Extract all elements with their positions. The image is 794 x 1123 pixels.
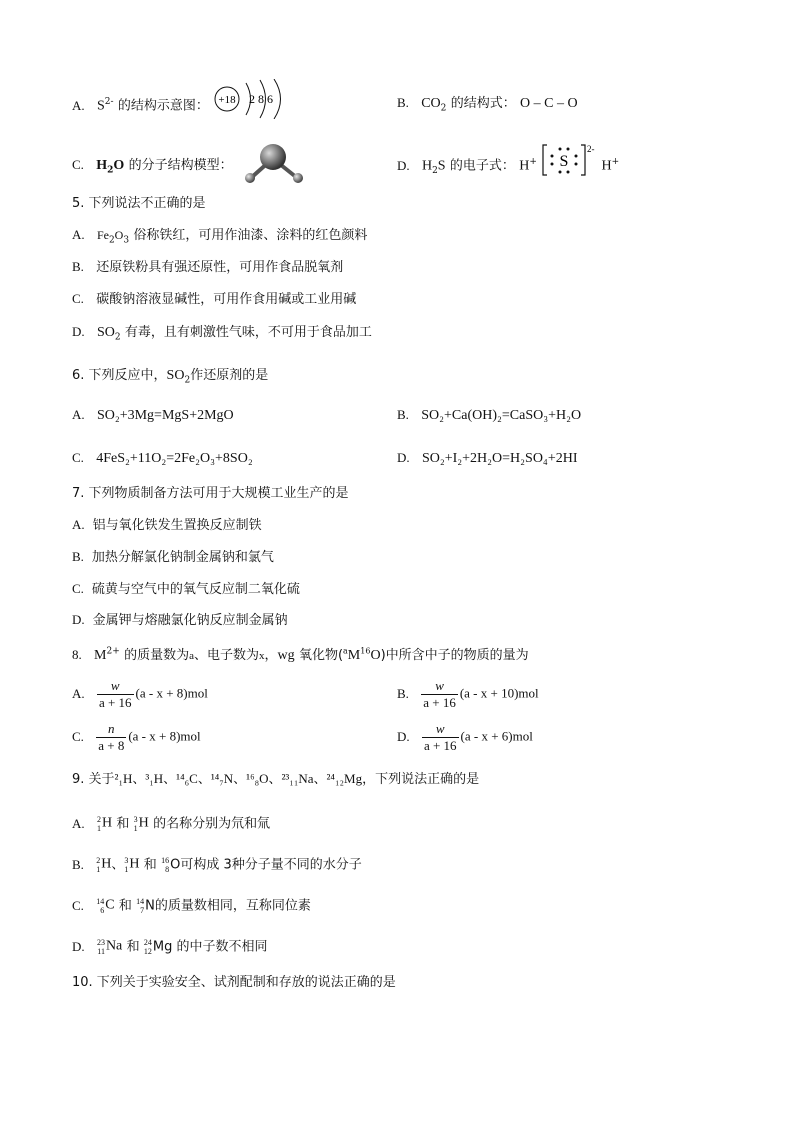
option-label: B. — [397, 95, 409, 110]
q5-option-c: C. 碳酸钠溶液显碱性，可用作食用碱或工业用碱 — [72, 291, 357, 307]
q8-option-c: C. $\frac{n}{a + 8}$ (a - x + 8)mol — [72, 721, 201, 753]
q6-option-b: B. SO₂+Ca(OH)₂=CaSO₃+H₂O — [397, 407, 582, 423]
q9-stem: 9. 关于²₁H、³₁H、¹⁴₆C、¹⁴₇N、¹⁶₈O、²³₁₁Na、²⁴₁₂Mg，下列说法正确的是 — [72, 771, 480, 787]
isotope-h3: 3 1H — [133, 815, 149, 833]
q7-stem: 7. 下列物质制备方法可用于大规模工业生产的是 — [72, 486, 349, 501]
sulfur-symbol: S — [559, 153, 569, 170]
q4-option-c: C. $H_2O$ 的分子结构模型： — [72, 157, 233, 176]
q9-option-c: C. 14 6C 和 14 7N的质量数相同，互称同位素 — [72, 897, 311, 915]
electron-dot-sulfide-bracket — [541, 143, 597, 177]
sulfur-ion-structure-diagram — [213, 79, 293, 119]
q5-option-d: D. $SO_2$ 有毒，且有刺激性气味，不可用于食品加工 — [72, 324, 372, 343]
option-label: D. — [397, 157, 410, 173]
isotope-h2: 2 1H — [96, 815, 113, 833]
q4-option-a: A. $S^{2-}$ 的结构示意图： +18 2 8 6 — [72, 93, 293, 119]
q9-option-a: A. 2 1H 和 3 1H 的名称分别为氘和氚 — [72, 815, 271, 833]
fraction: $\frac{w}{a + 16}$ — [98, 678, 132, 710]
q8-option-b: B. $\frac{w}{a + 16}$ (a - x + 10)mol — [397, 678, 539, 710]
q6-stem: 6. 下列反应中，$SO_2$作还原剂的是 — [72, 368, 269, 386]
q10-stem: 10. 下列关于实验安全、试剂配制和存放的说法正确的是 — [72, 975, 396, 990]
q9-option-d: D. 23 11Na 和 24 12Mg 的中子数不相同 — [72, 938, 268, 956]
q6-option-c: C. 4FeS₂+11O₂=2Fe₂O₃+8SO₂ — [72, 450, 253, 466]
option-label: C. — [72, 157, 84, 172]
nucleus-label: +18 — [218, 94, 236, 106]
q7-option-d: D. 金属钾与熔融氯化钠反应制金属钠 — [72, 612, 288, 628]
q5-option-a: A. $Fe_2O_3$ 俗称铁红，可用作油漆、涂料的红色颜料 — [72, 227, 368, 246]
fraction: $\frac{n}{a + 8}$ — [98, 721, 125, 753]
q7-option-a: A. 铝与氧化铁发生置换反应制铁 — [72, 517, 262, 533]
q8-option-a: A. $\frac{w}{a + 16}$ (a - x + 8)mol — [72, 678, 208, 710]
charge-label: 2- — [587, 144, 595, 154]
q5-stem: 5. 下列说法不正确的是 — [72, 196, 206, 211]
q8-stem: 8. $M^{2+}$ 的质量数为a、电子数为x，wg 氧化物$(^aM^{16}O)$中所含中子的物质的量为 — [72, 646, 529, 663]
q4-option-b: B. $CO_2$ 的结构式： O – C – O — [397, 95, 578, 114]
q7-option-b: B. 加热分解氯化钠制金属钠和氯气 — [72, 549, 274, 565]
q6-option-a: A. SO₂+3Mg=MgS+2MgO — [72, 407, 234, 423]
q8-option-d: D. $\frac{w}{a + 16}$ (a - x + 6)mol — [397, 721, 533, 753]
q6-option-d: D. SO₂+I₂+2H₂O=H₂SO₄+2HI — [397, 450, 578, 466]
option-label: A. — [72, 97, 85, 113]
water-molecule-model — [240, 141, 310, 185]
q4-option-d: D. $H_2S$ 的电子式： H+ S 2- H+ — [397, 144, 620, 177]
fraction: $\frac{w}{a + 16}$ — [423, 678, 456, 710]
q5-option-b: B. 还原铁粉具有强还原性，可用作食品脱氧剂 — [72, 259, 344, 275]
fraction: $\frac{w}{a + 16}$ — [423, 721, 457, 753]
shell-electrons: 2 8 6 — [249, 92, 274, 106]
q9-option-b: B. 2 1H、3 1H 和 16 8O可构成 3种分子量不同的水分子 — [72, 856, 362, 874]
q7-option-c: C. 硫黄与空气中的氧气反应制二氧化硫 — [72, 581, 300, 597]
